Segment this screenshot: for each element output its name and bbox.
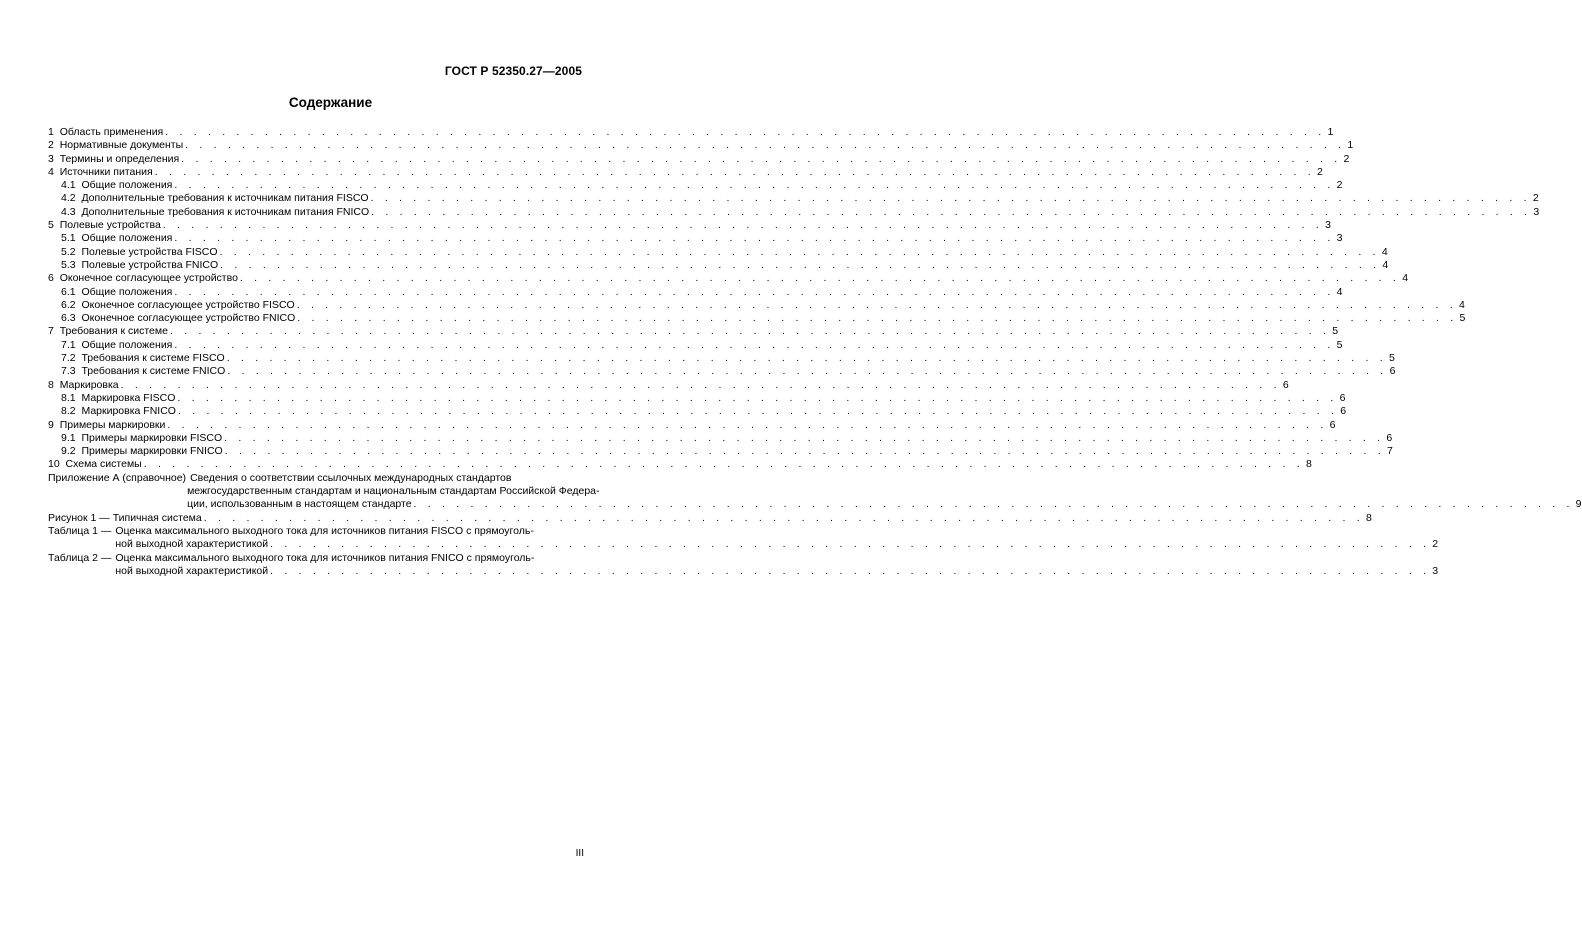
toc-entry[interactable] bbox=[48, 338, 1343, 352]
toc-table-label: Таблица 2 — bbox=[48, 551, 112, 564]
toc-leader-dots: . . . . . . . . . . . . . . . . . . . . . . . . . . . . . . . . . . . . . . . . . . . . . . . . . . . . . . . . . . . . . . . . . . . . . . . . . . . . . . . . . . bbox=[220, 258, 1381, 271]
toc-entry[interactable] bbox=[48, 298, 1465, 312]
toc-entry[interactable] bbox=[48, 378, 1289, 392]
toc-entry-page: 9 bbox=[1575, 498, 1582, 511]
toc-entry-page: 1 bbox=[1327, 126, 1334, 138]
toc-leader-dots: . . . . . . . . . . . . . . . . . . . . . . . . . . . . . . . . . . . . . . . . . . . . . . . . . . . . . . . . . . . . . . . . . . . . . . . . . . . . . . . . . . bbox=[181, 152, 1342, 165]
toc-entry-page: 6 bbox=[1339, 391, 1346, 404]
toc-entry-number: 7 bbox=[48, 325, 54, 338]
toc-entry-page: 4 bbox=[1382, 258, 1389, 271]
toc-entry-page: 5 bbox=[1389, 352, 1395, 365]
toc-entry-title: Термины и определения bbox=[59, 152, 180, 165]
toc-leader-dots: . . . . . . . . . . . . . . . . . . . . . . . . . . . . . . . . . . . . . . . . . . . . . . . . . . . . . . . . . . . . . . . . . . . . . . . . . . . . . . . . . . bbox=[370, 192, 1531, 205]
toc-leader-dots: . . . . . . . . . . . . . . . . . . . . . . . . . . . . . . . . . . . . . . . . . . . . . . . . . . . . . . . . . . . . . . . . . . . . . . . . . . . . . . . . . . bbox=[226, 352, 1387, 365]
toc-entry[interactable] bbox=[48, 139, 1354, 152]
toc-entry[interactable] bbox=[48, 391, 1346, 405]
toc-table-line: ной выходной характеристикой bbox=[115, 564, 269, 577]
toc-entry-number: 7.1 bbox=[61, 338, 76, 351]
toc-entry-number: 4.2 bbox=[61, 192, 76, 205]
toc-appendix-line: межгосударственным стандартам и национальным стандартам Российской Федера- bbox=[187, 485, 600, 498]
toc-entry-title: Рисунок 1 — Типичная система bbox=[48, 511, 202, 524]
toc-leader-dots: . . . . . . . . . . . . . . . . . . . . . . . . . . . . . . . . . . . . . . . . . . . . . . . . . . . . . . . . . . . . . . . . . . . . . . . . . . . . . . . . . . bbox=[177, 391, 1338, 404]
toc-table-last-line bbox=[115, 538, 1438, 551]
toc-entry[interactable] bbox=[48, 458, 1312, 471]
toc-entry-page: 3 bbox=[1432, 564, 1439, 577]
toc-entry[interactable] bbox=[48, 126, 1334, 139]
toc-entry[interactable] bbox=[48, 365, 1396, 378]
toc-entry-number: 6.3 bbox=[61, 312, 76, 325]
toc-leader-dots: . . . . . . . . . . . . . . . . . . . . . . . . . . . . . . . . . . . . . . . . . . . . . . . . . . . . . . . . . . . . . . . . . . . . . . . . . . . . . . . . . . bbox=[224, 445, 1385, 458]
toc-appendix-body bbox=[187, 471, 1582, 512]
toc-entry-page: 2 bbox=[1532, 192, 1539, 205]
toc-appendix-line: Сведения о соответствии ссылочных международных стандартов bbox=[190, 471, 512, 484]
toc-entry-title: Нормативные документы bbox=[59, 139, 184, 152]
toc-entry[interactable] bbox=[48, 152, 1350, 166]
toc-entry-title: Общие положения bbox=[81, 179, 173, 192]
toc-entry-number: 9 bbox=[48, 418, 54, 431]
toc-entry-number: 9.2 bbox=[61, 445, 76, 458]
toc-table-entry[interactable] bbox=[48, 524, 1439, 552]
toc-table-line: Оценка максимального выходного тока для источников питания FNICO с прямоуголь- bbox=[115, 551, 535, 564]
toc-entry-number: 2 bbox=[48, 139, 54, 152]
toc-leader-dots: . . . . . . . . . . . . . . . . . . . . . . . . . . . . . . . . . . . . . . . . . . . . . . . . . . . . . . . . . . . . . . . . . . . . . . . . . . . . . . . . . . bbox=[165, 126, 1326, 138]
toc-entry-page: 4 bbox=[1458, 298, 1465, 311]
page-number: III bbox=[575, 848, 584, 859]
toc-entry-page: 2 bbox=[1336, 179, 1343, 192]
toc-entry-page: 5 bbox=[1332, 325, 1339, 338]
toc-leader-dots: . . . . . . . . . . . . . . . . . . . . . . . . . . . . . . . . . . . . . . . . . . . . . . . . . . . . . . . . . . . . . . . . . . . . . . . . . . . . . . . . . . bbox=[270, 564, 1431, 577]
toc-leader-dots: . . . . . . . . . . . . . . . . . . . . . . . . . . . . . . . . . . . . . . . . . . . . . . . . . . . . . . . . . . . . . . . . . . . . . . . . . . . . . . . . . . bbox=[167, 418, 1328, 431]
toc-entry-page: 6 bbox=[1389, 365, 1396, 378]
toc-entry-number: 5.2 bbox=[61, 245, 76, 258]
toc-entry[interactable] bbox=[48, 205, 1540, 219]
toc-entry-title: Общие положения bbox=[81, 338, 173, 351]
toc-entry-number: 6.1 bbox=[61, 285, 76, 298]
toc-entry-page: 5 bbox=[1336, 338, 1343, 351]
toc-entry-title: Требования к системе FNICO bbox=[81, 365, 226, 378]
toc-entry[interactable] bbox=[48, 431, 1393, 445]
toc-leader-dots: . . . . . . . . . . . . . . . . . . . . . . . . . . . . . . . . . . . . . . . . . . . . . . . . . . . . . . . . . . . . . . . . . . . . . . . . . . . . . . . . . . bbox=[162, 219, 1323, 232]
toc-leader-dots: . . . . . . . . . . . . . . . . . . . . . . . . . . . . . . . . . . . . . . . . . . . . . . . . . . . . . . . . . . . . . . . . . . . . . . . . . . . . . . . . . . bbox=[227, 365, 1388, 378]
toc-table-last-line bbox=[115, 565, 1438, 578]
toc-entry-title: Маркировка FNICO bbox=[81, 405, 176, 418]
toc-appendix-entry[interactable] bbox=[48, 471, 1582, 512]
toc-entry-page: 6 bbox=[1282, 378, 1289, 391]
toc-entry[interactable] bbox=[48, 219, 1331, 232]
toc-entry-page: 1 bbox=[1347, 139, 1354, 152]
toc-entry-title: Область применения bbox=[59, 126, 164, 138]
toc-entry-number: 4.1 bbox=[61, 179, 76, 192]
toc-entry-page: 7 bbox=[1387, 445, 1393, 458]
toc-entry-number: 7.3 bbox=[61, 365, 76, 378]
toc-entry[interactable] bbox=[48, 179, 1343, 192]
toc-leader-dots: . . . . . . . . . . . . . . . . . . . . . . . . . . . . . . . . . . . . . . . . . . . . . . . . . . . . . . . . . . . . . . . . . . . . . . . . . . . . . . . . . . bbox=[154, 165, 1315, 178]
toc-leader-dots: . . . . . . . . . . . . . . . . . . . . . . . . . . . . . . . . . . . . . . . . . . . . . . . . . . . . . . . . . . . . . . . . . . . . . . . . . . . . . . . . . . bbox=[120, 378, 1281, 391]
toc-entry-page: 2 bbox=[1432, 538, 1439, 551]
toc-entry-number: 6 bbox=[48, 272, 54, 285]
toc-entry[interactable] bbox=[48, 405, 1347, 418]
toc-entry[interactable] bbox=[48, 285, 1343, 299]
toc-leader-dots: . . . . . . . . . . . . . . . . . . . . . . . . . . . . . . . . . . . . . . . . . . . . . . . . . . . . . . . . . . . . . . . . . . . . . . . . . . . . . . . . . . bbox=[239, 272, 1401, 285]
table-of-contents bbox=[48, 126, 1582, 578]
toc-entry-title: Дополнительные требования к источникам питания FNICO bbox=[81, 205, 370, 218]
toc-entry-title: Оконечное согласующее устройство bbox=[59, 272, 238, 285]
toc-entry-title: Полевые устройства FISCO bbox=[81, 245, 218, 258]
toc-entry-title: Общие положения bbox=[81, 285, 173, 298]
document-header: ГОСТ Р 52350.27—2005 bbox=[444, 64, 582, 78]
toc-appendix-label: Приложение А (справочное) bbox=[48, 471, 187, 484]
toc-entry-page: 8 bbox=[1306, 458, 1312, 471]
toc-entry-page: 8 bbox=[1366, 511, 1372, 524]
toc-entry-number: 6.2 bbox=[61, 298, 76, 311]
toc-leader-dots: . . . . . . . . . . . . . . . . . . . . . . . . . . . . . . . . . . . . . . . . . . . . . . . . . . . . . . . . . . . . . . . . . . . . . . . . . . . . . . . . . . bbox=[297, 312, 1458, 325]
toc-entry-title: Маркировка bbox=[59, 378, 119, 391]
toc-entry-page: 2 bbox=[1317, 165, 1323, 178]
toc-entry-page: 3 bbox=[1325, 219, 1331, 232]
toc-entry-page: 6 bbox=[1386, 431, 1393, 444]
toc-entry-title: Дополнительные требования к источникам питания FISCO bbox=[81, 192, 369, 205]
toc-leader-dots: . . . . . . . . . . . . . . . . . . . . . . . . . . . . . . . . . . . . . . . . . . . . . . . . . . . . . . . . . . . . . . . . . . . . . . . . . . . . . . . . . . bbox=[174, 285, 1335, 298]
toc-entry-number: 8.2 bbox=[61, 405, 76, 418]
toc-entry-title: Маркировка FISCO bbox=[81, 391, 176, 404]
toc-entry[interactable] bbox=[48, 232, 1343, 245]
toc-leader-dots: . . . . . . . . . . . . . . . . . . . . . . . . . . . . . . . . . . . . . . . . . . . . . . . . . . . . . . . . . . . . . . . . . . . . . . . . . . . . . . . . . . bbox=[224, 431, 1385, 444]
toc-table-label: Таблица 1 — bbox=[48, 524, 112, 537]
toc-entry[interactable] bbox=[48, 258, 1389, 272]
toc-entry-number: 4 bbox=[48, 165, 54, 178]
toc-leader-dots: . . . . . . . . . . . . . . . . . . . . . . . . . . . . . . . . . . . . . . . . . . . . . . . . . . . . . . . . . . . . . . . . . . . . . . . . . . . . . . . . . . bbox=[270, 538, 1431, 551]
toc-leader-dots: . . . . . . . . . . . . . . . . . . . . . . . . . . . . . . . . . . . . . . . . . . . . . . . . . . . . . . . . . . . . . . . . . . . . . . . . . . . . . . . . . . bbox=[174, 232, 1335, 245]
toc-entry-number: 5.3 bbox=[61, 258, 76, 271]
toc-leader-dots: . . . . . . . . . . . . . . . . . . . . . . . . . . . . . . . . . . . . . . . . . . . . . . . . . . . . . . . . . . . . . . . . . . . . . . . . . . . . . . . . . . bbox=[413, 498, 1574, 511]
toc-entry-page: 3 bbox=[1336, 232, 1343, 245]
toc-table-body bbox=[115, 525, 1438, 552]
toc-appendix-line: ции, использованным в настоящем стандарте bbox=[187, 498, 412, 511]
toc-entry[interactable] bbox=[48, 352, 1395, 365]
toc-entry-page: 3 bbox=[1533, 205, 1540, 218]
toc-leader-dots: . . . . . . . . . . . . . . . . . . . . . . . . . . . . . . . . . . . . . . . . . . . . . . . . . . . . . . . . . . . . . . . . . . . . . . . . . . . . . . . . . . bbox=[203, 511, 1364, 524]
toc-leader-dots: . . . . . . . . . . . . . . . . . . . . . . . . . . . . . . . . . . . . . . . . . . . . . . . . . . . . . . . . . . . . . . . . . . . . . . . . . . . . . . . . . . bbox=[296, 298, 1457, 311]
toc-entry-page: 4 bbox=[1381, 245, 1388, 258]
toc-table-line: Оценка максимального выходного тока для источников питания FISCO с прямоуголь- bbox=[115, 524, 534, 537]
toc-entry-page: 4 bbox=[1336, 285, 1343, 298]
toc-entry-title: Примеры маркировки FNICO bbox=[81, 445, 223, 458]
toc-entry-number: 3 bbox=[48, 152, 54, 165]
toc-entry-number: 1 bbox=[48, 126, 54, 138]
toc-entry-number: 5.1 bbox=[61, 232, 76, 245]
toc-entry[interactable] bbox=[48, 418, 1336, 432]
toc-entry-page: 5 bbox=[1459, 312, 1466, 325]
toc-entry-title: Примеры маркировки bbox=[59, 418, 166, 431]
toc-entry-title: Требования к системе bbox=[59, 325, 168, 338]
toc-entry-title: Полевые устройства FNICO bbox=[81, 258, 219, 271]
toc-entry-number: 9.1 bbox=[61, 431, 76, 444]
toc-entry[interactable] bbox=[48, 325, 1339, 338]
toc-entry[interactable] bbox=[48, 165, 1323, 179]
toc-entry-page: 6 bbox=[1340, 405, 1347, 418]
toc-leader-dots: . . . . . . . . . . . . . . . . . . . . . . . . . . . . . . . . . . . . . . . . . . . . . . . . . . . . . . . . . . . . . . . . . . . . . . . . . . . . . . . . . . bbox=[143, 458, 1304, 471]
toc-entry-number: 8.1 bbox=[61, 391, 76, 404]
toc-leader-dots: . . . . . . . . . . . . . . . . . . . . . . . . . . . . . . . . . . . . . . . . . . . . . . . . . . . . . . . . . . . . . . . . . . . . . . . . . . . . . . . . . . bbox=[169, 325, 1331, 338]
toc-entry-title: Полевые устройства bbox=[59, 219, 161, 232]
toc-entry[interactable] bbox=[48, 245, 1388, 259]
toc-entry-number: 8 bbox=[48, 378, 54, 391]
toc-entry-page: 4 bbox=[1402, 272, 1409, 285]
toc-leader-dots: . . . . . . . . . . . . . . . . . . . . . . . . . . . . . . . . . . . . . . . . . . . . . . . . . . . . . . . . . . . . . . . . . . . . . . . . . . . . . . . . . . bbox=[219, 245, 1380, 258]
toc-entry-number: 10 bbox=[48, 458, 60, 471]
toc-entry-number: 7.2 bbox=[61, 352, 76, 365]
toc-entry-title: Требования к системе FISCO bbox=[81, 352, 225, 365]
toc-entry-number: 5 bbox=[48, 219, 54, 232]
toc-leader-dots: . . . . . . . . . . . . . . . . . . . . . . . . . . . . . . . . . . . . . . . . . . . . . . . . . . . . . . . . . . . . . . . . . . . . . . . . . . . . . . . . . . bbox=[185, 139, 1346, 152]
toc-entry-title: Оконечное согласующее устройство FISCO bbox=[81, 298, 295, 311]
toc-entry-number: 4.3 bbox=[61, 205, 76, 218]
page-title: Содержание bbox=[288, 95, 373, 110]
toc-entry-title: Оконечное согласующее устройство FNICO bbox=[81, 312, 296, 325]
toc-table-line: ной выходной характеристикой bbox=[115, 538, 269, 551]
toc-entry[interactable] bbox=[48, 312, 1466, 325]
toc-leader-dots: . . . . . . . . . . . . . . . . . . . . . . . . . . . . . . . . . . . . . . . . . . . . . . . . . . . . . . . . . . . . . . . . . . . . . . . . . . . . . . . . . . bbox=[177, 405, 1339, 418]
toc-figure-entry[interactable] bbox=[48, 511, 1372, 525]
toc-entry-title: Примеры маркировки FISCO bbox=[81, 431, 223, 444]
toc-leader-dots: . . . . . . . . . . . . . . . . . . . . . . . . . . . . . . . . . . . . . . . . . . . . . . . . . . . . . . . . . . . . . . . . . . . . . . . . . . . . . . . . . . bbox=[174, 179, 1335, 192]
toc-table-entry[interactable] bbox=[48, 551, 1439, 579]
toc-appendix-last-line bbox=[187, 498, 1581, 511]
toc-entry-title: Общие положения bbox=[81, 232, 173, 245]
toc-entry[interactable] bbox=[48, 272, 1409, 285]
toc-leader-dots: . . . . . . . . . . . . . . . . . . . . . . . . . . . . . . . . . . . . . . . . . . . . . . . . . . . . . . . . . . . . . . . . . . . . . . . . . . . . . . . . . . bbox=[174, 338, 1335, 351]
toc-entry-title: Схема системы bbox=[65, 458, 142, 471]
toc-leader-dots: . . . . . . . . . . . . . . . . . . . . . . . . . . . . . . . . . . . . . . . . . . . . . . . . . . . . . . . . . . . . . . . . . . . . . . . . . . . . . . . . . . bbox=[371, 205, 1532, 218]
toc-table-body bbox=[115, 552, 1438, 579]
toc-entry[interactable] bbox=[48, 445, 1393, 458]
toc-entry-page: 2 bbox=[1343, 152, 1350, 165]
toc-entry[interactable] bbox=[48, 192, 1539, 205]
toc-entry-page: 6 bbox=[1329, 418, 1336, 431]
toc-entry-title: Источники питания bbox=[59, 165, 153, 178]
